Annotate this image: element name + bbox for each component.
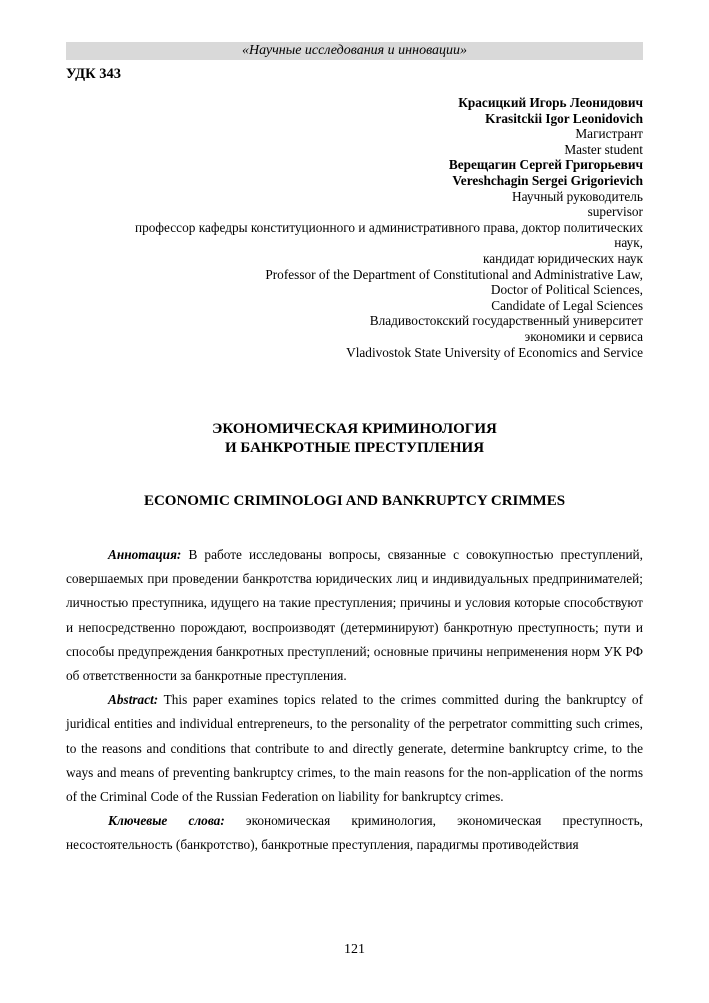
title-ru-line1: ЭКОНОМИЧЕСКАЯ КРИМИНОЛОГИЯ xyxy=(212,421,497,437)
keywords-paragraph xyxy=(66,809,643,857)
author-block xyxy=(43,95,643,360)
annotation-label: Аннотация: xyxy=(108,547,182,562)
author1-name-en: Krasitckii Igor Leonidovich xyxy=(485,110,643,126)
page-number: 121 xyxy=(344,942,365,957)
abstract-text: This paper examines topics related to the crimes committed during the bankruptcy of juridical entities and individual entrepreneurs, to the personality of the perpetrator committing such crimes, to the reasons and conditions that contribute to and directly generate, determine bankruptcy crime, to the ways and means of preventing bankruptcy crimes, to the main reasons for the non-application of the norms of the Criminal Code of the Russian Federation on liability for bankruptcy crimes. xyxy=(66,692,643,805)
author1-role-en: Master student xyxy=(564,141,643,157)
author2-title-en-1: Professor of the Department of Constitutional and Administrative Law, xyxy=(265,266,643,282)
keywords-label: Ключевые слова: xyxy=(108,813,225,829)
affiliation-ru-2: экономики и сервиса xyxy=(524,328,643,344)
author1-role-ru: Магистрант xyxy=(575,126,643,142)
annotation-text: В работе исследованы вопросы, связанные с совокупностью преступлений, совершаемых при проведении банкротства юридических лиц и индивидуальных предпринимателей; личностью преступника, идущего на такие преступления; причины и условия которые способствуют и непосредственно порождают, воспроизводят (детерминируют) банкротную преступность; пути и способы предупреждения банкротных преступлений; основные причины неприменения норм УК РФ об ответственности за банкротные преступления. xyxy=(66,547,643,684)
affiliation-en: Vladivostok State University of Economics and Service xyxy=(346,344,643,360)
abstract-label: Abstract: xyxy=(108,692,159,708)
author2-title-en-2: Doctor of Political Sciences, xyxy=(490,282,643,298)
author2-role-ru: Научный руководитель xyxy=(512,188,643,204)
author2-title-en-3: Candidate of Legal Sciences xyxy=(491,297,643,313)
author2-title-ru-1: профессор кафедры конституционного и административного права, доктор политических xyxy=(135,219,643,235)
keywords-text: экономическая криминология, экономическая преступность, несостоятельность (банкротство), банкротные преступления, парадигмы противодействия xyxy=(66,813,643,853)
udk-code: УДК 343 xyxy=(66,66,122,82)
affiliation-ru-1: Владивостокский государственный университет xyxy=(369,313,643,329)
author1-name-ru: Красицкий Игорь Леонидович xyxy=(458,95,643,110)
author2-name-en: Vereshchagin Sergei Grigorievich xyxy=(452,172,643,188)
title-ru xyxy=(66,420,643,458)
author2-title-ru-3: кандидат юридических наук xyxy=(482,250,643,266)
annotation-paragraph xyxy=(66,543,643,688)
title-en: ECONOMIC CRIMINOLOGI AND BANKRUPTCY CRIMMES xyxy=(143,493,566,509)
author2-name-ru: Верещагин Сергей Григорьевич xyxy=(448,157,643,173)
abstract-paragraph xyxy=(66,688,643,809)
title-ru-line2: И БАНКРОТНЫЕ ПРЕСТУПЛЕНИЯ xyxy=(224,440,485,456)
author2-title-ru-2: наук, xyxy=(614,235,643,251)
author2-role-en: supervisor xyxy=(587,204,643,220)
journal-header: «Научные исследования и инновации» xyxy=(66,42,643,60)
abstract-body xyxy=(66,543,643,858)
